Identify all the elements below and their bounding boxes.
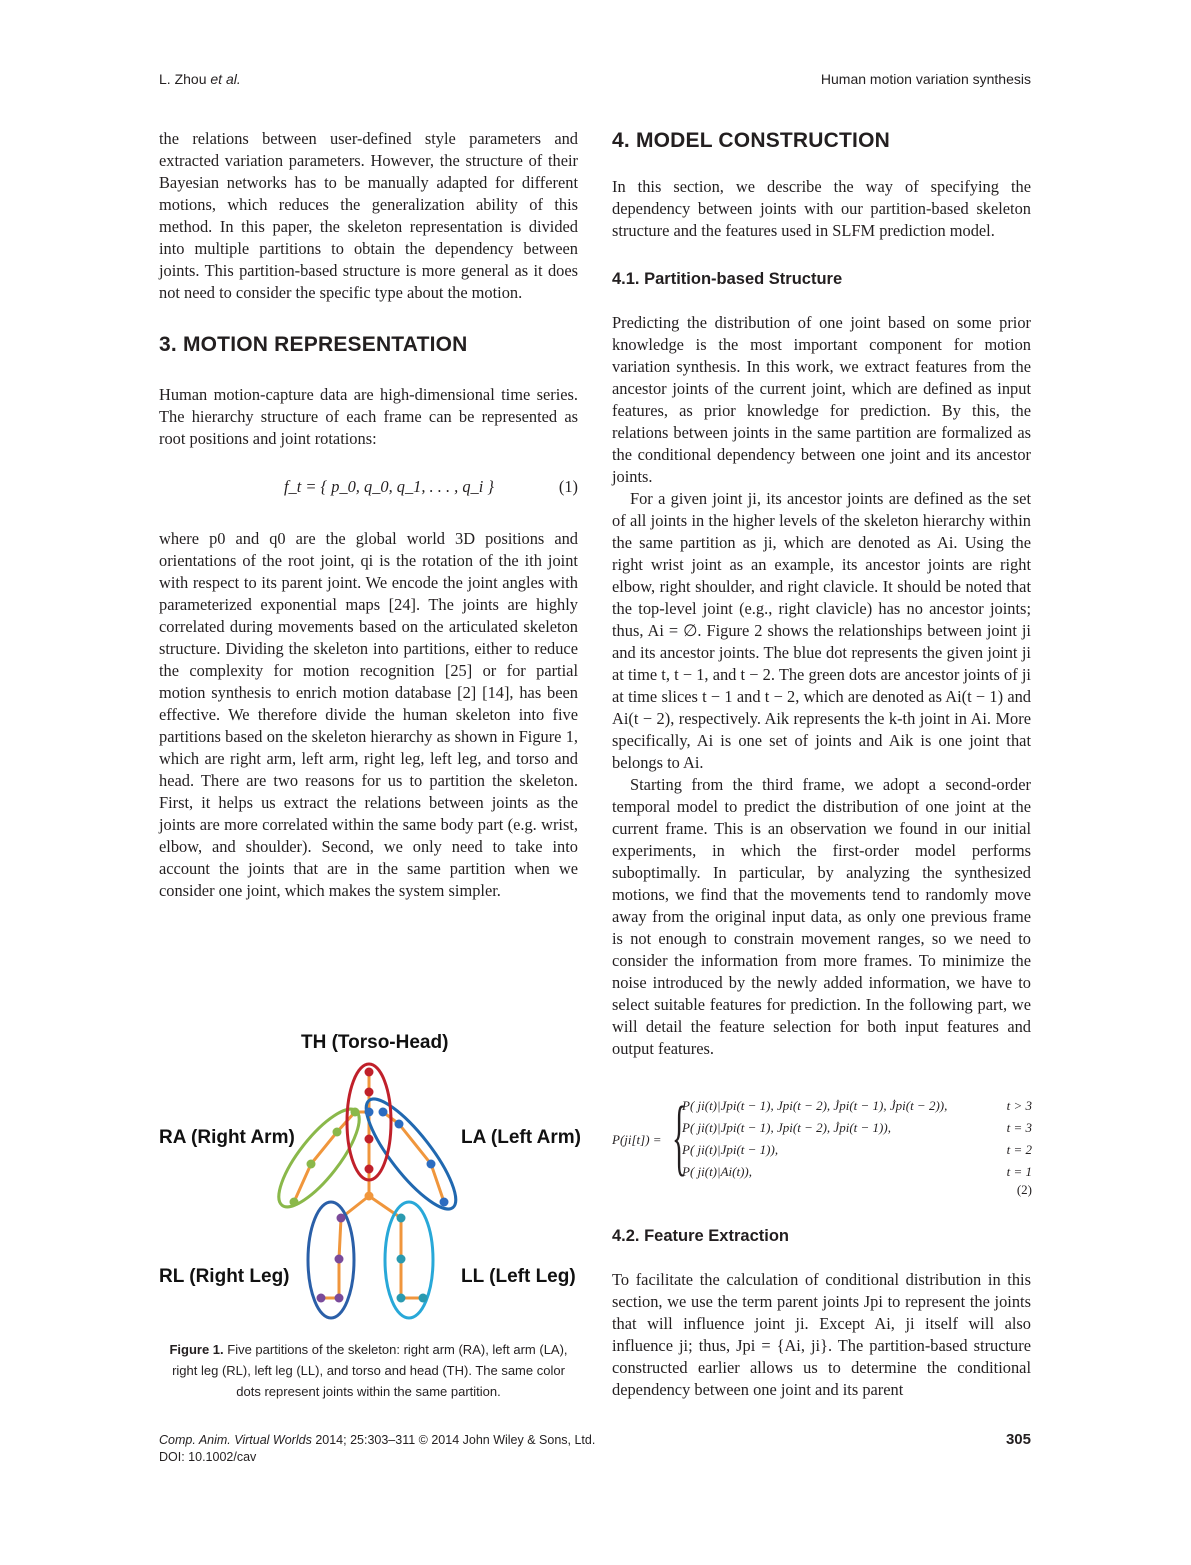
equation-2-case-4: P( ji(t)|Ai(t)),: [682, 1164, 752, 1179]
equation-2: [612, 1088, 1032, 1200]
equation-2-cond-4: t = 1: [1006, 1164, 1032, 1179]
running-head-authors: L. Zhou et al.: [159, 71, 241, 87]
label-left-arm: LA (Left Arm): [461, 1127, 581, 1148]
subsection-4-2-paragraph-1: To facilitate the calculation of conditional distribution in this section, we use the term parent joints Jpi to represent the joints that will influence joint ji. Except Ai, ji itself will also influence ji; thus, Jpi = {Ai, ji}. The partition-based structure constructed earlier allows us to determine the conditional dependency between one joint and its parent: [612, 1270, 1031, 1399]
equation-2-cond-1: t > 3: [1006, 1098, 1032, 1113]
equation-2-brace: {: [672, 1088, 687, 1184]
equation-1: [159, 476, 578, 498]
rl-partition-outline: [308, 1202, 354, 1318]
page-number: 305: [1005, 1431, 1031, 1448]
equation-1-body: f_t = { p_0, q_0, q_1, . . . , q_i }: [284, 477, 494, 496]
subsection-4-2-title: 4.2. Feature Extraction: [612, 1227, 789, 1245]
right-column-lower: [612, 1225, 1031, 1401]
running-head-title: Human motion variation synthesis: [820, 71, 1031, 87]
running-head-etal: et al.: [210, 71, 241, 87]
equation-2-number: (2): [1016, 1182, 1032, 1197]
label-left-leg: LL (Left Leg): [461, 1266, 576, 1287]
equation-2-case-3: P( ji(t)|Jpi(t − 1)),: [682, 1142, 779, 1157]
equation-1-number: (1): [558, 477, 578, 496]
subsection-4-1-paragraph-2: For a given joint ji, its ancestor joints are defined as the set of all joints in the higher levels of the skeleton hierarchy within the same partition as ji, which are denoted as Ai. Using the right wrist joint as an example, its ancestor joints are right elbow, right shoulder, and right clavicle. It should be noted that the top-level joint (e.g., right clavicle) has no ancestor joints; thus, Ai = ∅. Figure 2 shows the relationships between joint ji and its ancestor joints. The blue dot represents the given joint ji at time t, t − 1, and t − 2. The green dots are ancestor joints of ji at time slices t − 1 and t − 2, which are denoted as Ai(t − 1) and Ai(t − 2), respectively. Aik represents the k-th joint in Ai. More specifically, Ai is one set of joints and Aik is one joint that belongs to Ai.: [612, 489, 1031, 772]
equation-2-case-2: P( ji(t)|Jpi(t − 1), Jpi(t − 2), J̇pi(t − 1)),: [682, 1120, 891, 1135]
figure-1: [159, 1024, 581, 1340]
equation-2-lhs: P(ji[t]) =: [612, 1132, 662, 1147]
subsection-4-1-paragraph-1: Predicting the distribution of one joint based on some prior knowledge is the most important component for motion variation synthesis. In this work, we extract features from the ancestor joints of the current joint, which are defined as input features, as prior knowledge for prediction. By this, the relations between joints in the same partition are formalized as the conditional dependency between one joint and its ancestor joints.: [612, 313, 1031, 486]
section-4-paragraph-1: In this section, we describe the way of specifying the dependency between joints with our partition-based skeleton structure and the features used in SLFM prediction model.: [612, 177, 1031, 240]
footer-citation: [159, 1432, 595, 1466]
footer-journal: Comp. Anim. Virtual Worlds: [159, 1433, 312, 1447]
label-right-leg: RL (Right Leg): [159, 1266, 290, 1287]
root-joint: [365, 1192, 374, 1201]
equation-2-cond-3: t = 2: [1006, 1142, 1032, 1157]
footer-doi: DOI: 10.1002/cav: [159, 1450, 257, 1464]
section-3-paragraph-1: Human motion-capture data are high-dimensional time series. The hierarchy structure of each frame can be represented as root positions and joint rotations:: [159, 385, 578, 448]
equation-2-cond-2: t = 3: [1006, 1120, 1032, 1135]
equation-2-case-1: P( ji(t)|Jpi(t − 1), Jpi(t − 2), J̇pi(t − 1), J̇pi(t − 2)),: [682, 1098, 948, 1113]
figure-1-caption-text: Five partitions of the skeleton: right arm (RA), left arm (LA), right leg (RL), left leg (LL), and torso and head (TH). The same color dots represent joints within the same partition.: [172, 1342, 568, 1399]
skeleton-bones: [294, 1072, 444, 1298]
section-3-paragraph-2: where p0 and q0 are the global world 3D positions and orientations of the root joint, qi is the rotation of the ith joint with respect to its parent joint. We encode the joint angles with parameterized exponential maps [24]. The joints are highly correlated during movements based on the articulated skeleton structure. Dividing the skeleton into partitions, either to reduce the complexity for motion recognition [25] or for partial motion synthesis to enrich motion database [2] [14], has been effective. We therefore divide the human skeleton into five partitions based on the skeleton hierarchy as shown in Figure 1, which are right arm, left arm, right leg, left leg, and torso and head. There are two reasons for us to partition the skeleton. First, it helps us extract the relations between joints as the joints are more correlated within the same body part (e.g. wrist, elbow, and shoulder). Second, we only need to take into account the joints that are in the same partition when we consider one joint, which makes the system simpler.: [159, 529, 578, 900]
section-4-title: 4. MODEL CONSTRUCTION: [612, 129, 890, 152]
label-torso-head: TH (Torso-Head): [301, 1032, 449, 1053]
section-3-title: 3. MOTION REPRESENTATION: [159, 333, 468, 356]
label-right-arm: RA (Right Arm): [159, 1127, 295, 1148]
subsection-4-1-paragraph-3: Starting from the third frame, we adopt a second-order temporal model to predict the distribution of one joint at the current frame. This is an observation we found in our initial experiments, in which the first-order model performs suboptimally. In particular, by analyzing the synthesized motions, we find that the movements tend to randomly move away from the original input data, as only one previous frame is not enough to constrain movement ranges, so we need to consider the information from more frames. To minimize the noise introduced by the newly added information, we have to select suitable features for prediction. In the following part, we will detail the feature selection for both input features and output features.: [612, 775, 1031, 1058]
figure-1-caption: [159, 1339, 578, 1402]
skeleton-diagram: [159, 1024, 578, 1340]
subsection-4-1-title: 4.1. Partition-based Structure: [612, 270, 843, 288]
footer-volume: 2014; 25:303–311 © 2014 John Wiley & Sons, Ltd.: [315, 1433, 596, 1447]
intro-paragraph: the relations between user-defined style parameters and extracted variation parameters. However, the structure of their Bayesian networks has to be manually adapted for different motions, which reduces the generalization ability of this method. In this paper, the skeleton representation is divided into multiple partitions to obtain the dependency between joints. This partition-based structure is more general as it does not need to consider the specific type about the motion.: [159, 129, 578, 302]
shoulder-joints: [351, 1108, 388, 1117]
figure-1-caption-label: Figure 1.: [169, 1342, 224, 1357]
left-column: [159, 128, 578, 902]
right-column: [612, 128, 1031, 1060]
